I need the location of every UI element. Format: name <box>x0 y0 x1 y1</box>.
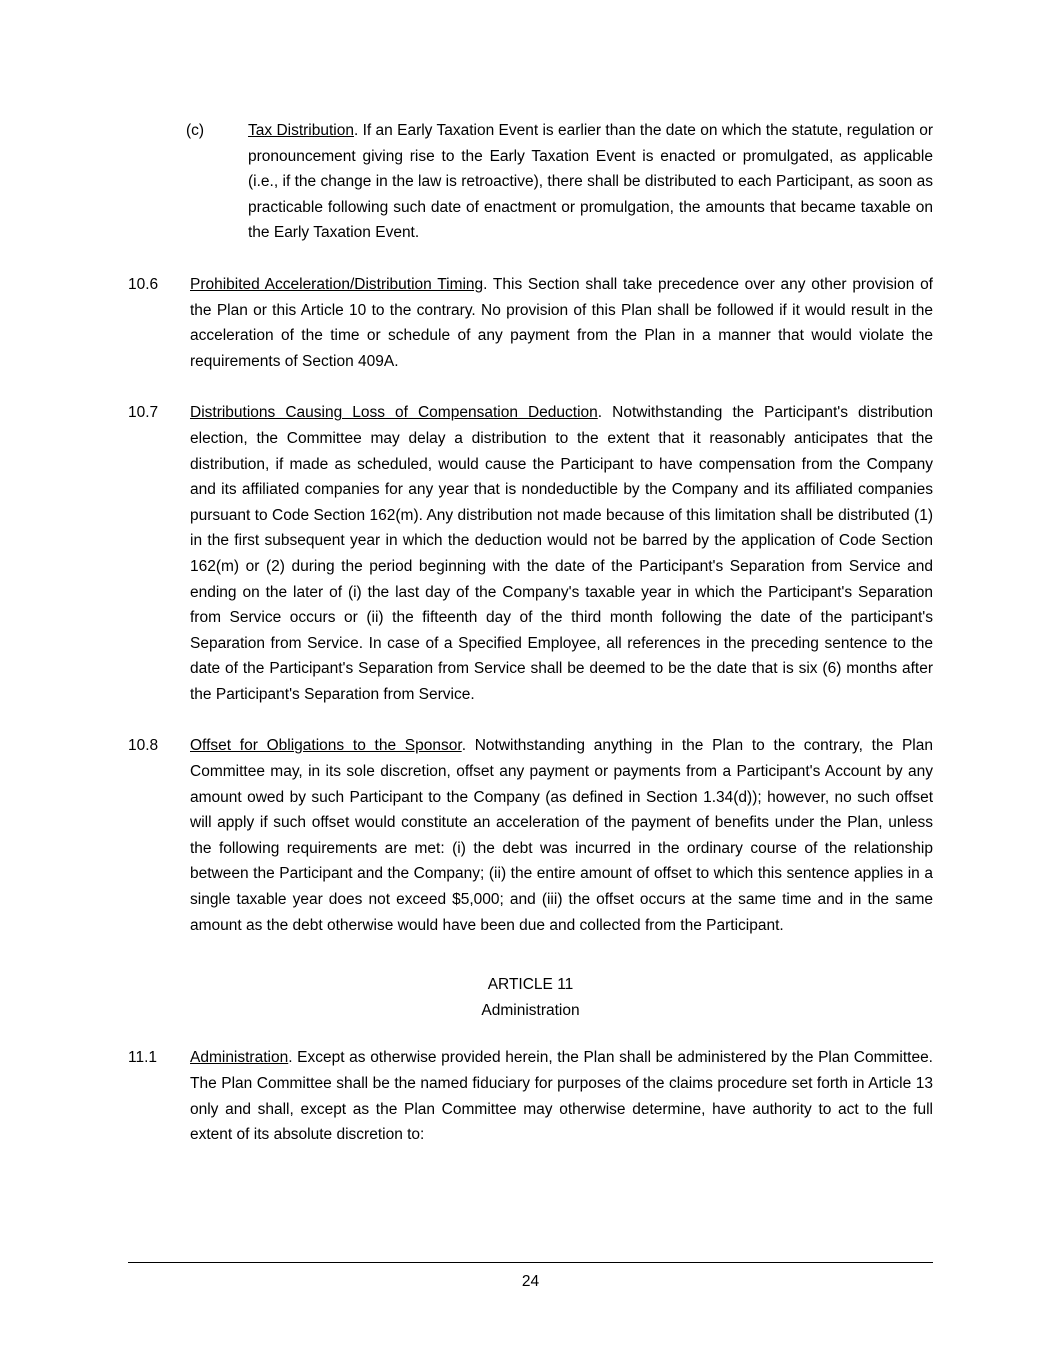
section-heading: Tax Distribution <box>248 122 354 139</box>
section-10-5-c <box>128 118 933 246</box>
section-marker: 10.6 <box>128 275 159 293</box>
section-text: . Notwithstanding the Participant's distribution election, the Committee may delay a distribution to the extent that it reasonably anticipates that the distribution, if made as scheduled, would cause the Participant to have compensation from the Company and its affiliated companies for any year that is nondeductible by the Company and its affiliated companies pursuant to Code Section 162(m). Any distribution not made because of this limitation shall be distributed (1) in the first subsequent year in which the deduction would not be barred by the application of Code Section 162(m) or (2) during the period beginning with the date of the Participant's Separation from Service and ending on the later of (i) the last day of the Company's taxable year in which the Participant's Separation from Service occurs or (ii) the fifteenth day of the third month following the date of the participant's Separation from Service. In case of a Specified Employee, all references in the preceding sentence to the date of the Participant's Separation from Service shall be deemed to be the date that is six (6) months after the Participant's Separation from Service. <box>190 404 933 703</box>
section-heading: Distributions Causing Loss of Compensation Deduction <box>190 404 598 422</box>
section-heading: Prohibited Acceleration/Distribution Timing <box>190 275 484 293</box>
section-text: . Notwithstanding anything in the Plan to the contrary, the Plan Committee may, in its sole discretion, offset any payment or payments from a Participant's Account by any amount owed by such Participant to the Company (as defined in Section 1.34(d)); however, no such offset will apply if such offset would constitute an acceleration of the payment of benefits under the Plan, unless the following requirements are met: (i) the debt was incurred in the ordinary course of the relationship between the Participant and the Company; (ii) the entire amount of offset to which this sentence applies in a single taxable year does not exceed $5,000; and (iii) the offset occurs at the same time and in the same amount as the debt otherwise would have been due and collected from the Participant. <box>190 737 933 934</box>
section-10-6 <box>128 272 933 374</box>
section-body <box>190 400 933 707</box>
article-heading-line2: Administration <box>481 1001 580 1019</box>
section-text: . This Section shall take precedence over any other provision of the Plan or this Article 10 to the contrary. No provision of this Plan shall be followed if it would result in the acceleration of the time or schedule of any payment from the Plan in a manner that would violate the requirements of Section 409A. <box>190 275 933 370</box>
article-heading-line1: ARTICLE 11 <box>487 976 574 994</box>
section-body <box>190 1045 933 1147</box>
section-11-1 <box>128 1045 933 1147</box>
section-marker: 10.7 <box>128 404 159 422</box>
section-heading: Offset for Obligations to the Sponsor <box>190 737 462 755</box>
section-heading: Administration <box>190 1049 289 1067</box>
article-heading <box>128 972 933 1023</box>
page-number: 24 <box>521 1273 540 1290</box>
section-body <box>190 272 933 374</box>
section-text: . Except as otherwise provided herein, the Plan shall be administered by the Plan Committee. The Plan Committee shall be the named fiduciary for purposes of the claims procedure set forth in Article 13 only and shall, except as the Plan Committee may otherwise determine, have authority to act to the full extent of its absolute discretion to: <box>190 1049 933 1144</box>
section-marker: (c) <box>186 122 205 139</box>
section-body <box>248 118 933 246</box>
section-marker: 10.8 <box>128 737 159 755</box>
section-10-7 <box>128 400 933 707</box>
section-marker: 11.1 <box>128 1049 158 1067</box>
section-text: . If an Early Taxation Event is earlier than the date on which the statute, regulation or pronouncement giving rise to the Early Taxation Event is enacted or promulgated, as applicable (i.e., if the change in the law is retroactive), there shall be distributed to each Participant, as soon as practicable following such date of enactment or promulgation, the amounts that became taxable on the Early Taxation Event. <box>248 122 933 242</box>
section-body <box>190 733 933 938</box>
section-10-8 <box>128 733 933 938</box>
page-footer <box>128 1262 933 1291</box>
